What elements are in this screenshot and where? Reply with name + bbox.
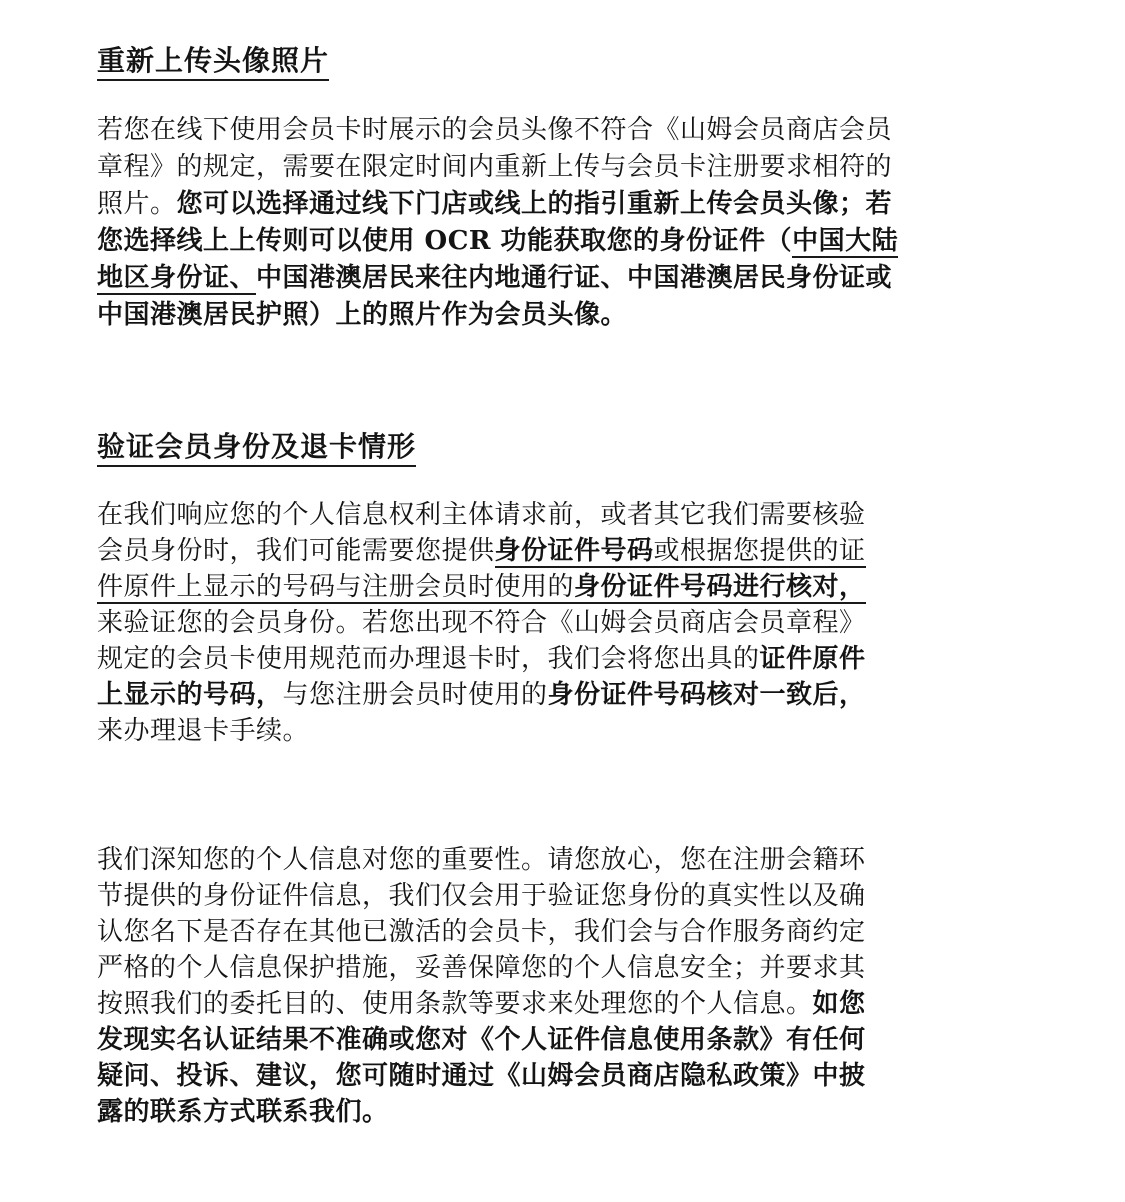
- text-segment: 我们深知您的个人信息对您的重要性。请您放心，您在注册会籍环: [97, 845, 866, 875]
- bold-text-segment: 地区身份证、: [97, 263, 257, 293]
- text-segment: 若您在线下使用会员卡时展示的会员头像不符合《山姆会员商店会员: [97, 115, 893, 145]
- bold-text-segment: 身份证件号码: [494, 536, 654, 566]
- text-segment: 章程》的规定，需要在限定时间内重新上传与会员卡注册要求相符的: [97, 152, 893, 182]
- bold-text-segment: 露的联系方式联系我们。: [97, 1097, 389, 1127]
- text-line: [97, 713, 1032, 749]
- text-line: [97, 950, 1032, 986]
- paragraph-privacy-assurance: [97, 842, 1032, 1130]
- section-heading-reupload-photo: 重新上传头像照片: [97, 44, 329, 81]
- text-segment: 严格的个人信息保护措施，妥善保障您的个人信息安全；并要求其: [97, 953, 866, 983]
- text-segment: 或根据您提供的证: [653, 536, 866, 566]
- text-line: [97, 914, 1032, 950]
- text-segment: 会员身份时，我们可能需要您提供: [97, 536, 495, 566]
- text-line: [97, 533, 1032, 569]
- text-segment: 来办理退卡手续。: [97, 716, 310, 746]
- bold-text-segment: 中国港澳居民来往内地通行证、中国港澳居民身份证或: [256, 263, 893, 293]
- text-segment: 按照我们的委托目的、使用条款等要求来处理您的个人信息。: [97, 989, 813, 1019]
- text-line: [97, 569, 1032, 605]
- text-line: [97, 1094, 1032, 1130]
- text-line: [97, 1022, 1032, 1058]
- text-segment: 认您名下是否存在其他已激活的会员卡，我们会与合作服务商约定: [97, 917, 866, 947]
- text-line: [97, 1058, 1032, 1094]
- bold-text-segment: 您选择线上上传则可以使用 OCR 功能获取您的身份证件（: [97, 226, 793, 256]
- text-line: [97, 297, 1032, 334]
- text-line: [97, 260, 1032, 297]
- bold-text-segment: 证件原件: [759, 644, 866, 674]
- paragraph-verify-identity: [97, 497, 1032, 749]
- text-line: [97, 149, 1032, 186]
- text-segment: 与您注册会员时使用的: [282, 680, 548, 710]
- text-segment: 在我们响应您的个人信息权利主体请求前，或者其它我们需要核验: [97, 500, 866, 530]
- text-segment: 来验证您的会员身份。若您出现不符合《山姆会员商店会员章程》: [97, 608, 866, 638]
- text-segment: 照片。: [97, 189, 177, 219]
- bold-text-segment: 身份证件号码核对一致后，: [547, 680, 866, 710]
- text-line: [97, 112, 1032, 149]
- bold-text-segment: 您可以选择通过线下门店或线上的指引重新上传会员头像；若: [176, 189, 893, 219]
- text-line: [97, 641, 1032, 677]
- text-segment: 节提供的身份证件信息，我们仅会用于验证您身份的真实性以及确: [97, 881, 866, 911]
- bold-text-segment: 身份证件号码进行核对，: [574, 572, 866, 602]
- text-line: [97, 186, 1032, 223]
- paragraph-reupload-photo: [97, 112, 1032, 334]
- text-line: [97, 878, 1032, 914]
- text-line: [97, 986, 1032, 1022]
- bold-text-segment: 中国大陆: [792, 226, 899, 256]
- text-segment: 件原件上显示的号码与注册会员时使用的: [97, 572, 575, 602]
- bold-text-segment: 中国港澳居民护照）上的照片作为会员头像。: [97, 300, 628, 330]
- text-line: [97, 223, 1032, 260]
- bold-text-segment: 疑问、投诉、建议，您可随时通过《山姆会员商店隐私政策》中披: [97, 1061, 866, 1091]
- text-line: [97, 605, 1032, 641]
- bold-text-segment: 发现实名认证结果不准确或您对《个人证件信息使用条款》有任何: [97, 1025, 866, 1055]
- text-line: [97, 497, 1032, 533]
- bold-text-segment: 上显示的号码，: [97, 680, 283, 710]
- text-line: [97, 677, 1032, 713]
- section-heading-verify-identity: 验证会员身份及退卡情形: [97, 430, 416, 467]
- bold-text-segment: 如您: [812, 989, 866, 1019]
- text-line: [97, 842, 1032, 878]
- text-segment: 规定的会员卡使用规范而办理退卡时，我们会将您出具的: [97, 644, 760, 674]
